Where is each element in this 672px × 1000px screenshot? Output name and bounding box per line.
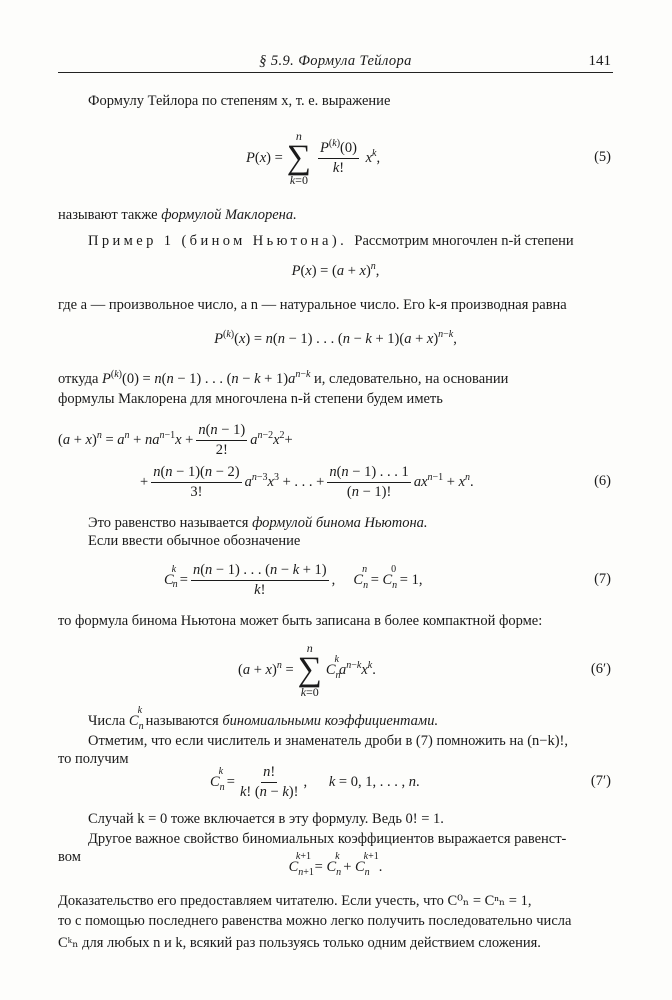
equation-number: (6) <box>594 473 611 489</box>
paragraph: Cᵏₙ для любых n и k, всякий раз пользуясь только одним действием сложения. <box>58 935 541 951</box>
paragraph: вом <box>58 849 81 865</box>
equation-number: (6′) <box>590 661 611 677</box>
equation-6-line1: $(a + x)^n = a^n + na^{n-1}x$ + $\frac{n(n - 1)}{2!}$ $a^{n-2}x^2+$ <box>58 421 293 458</box>
equation-number: (5) <box>594 149 611 165</box>
equation-derivative: $P^{(k)}(x) = n(n - 1)$ . . . $(n - k + 1)(a + x)^{n-k}$, <box>214 329 457 347</box>
equation-5: P(x) = n ∑ k=0 $\frac{P^{(k)}(0)}{k!}$ $x^k$, (5) <box>246 128 611 188</box>
paragraph: то формула бинома Ньютона может быть записана в более компактной форме: <box>58 613 543 629</box>
equation-polynomial: $P(x) = (a + x)^n$, <box>291 261 380 279</box>
paragraph: где a — произвольное число, а n — натуральное число. Его k-я производная равна <box>58 297 567 313</box>
running-header <box>58 50 613 73</box>
paragraph: Формулу Тейлора по степеням x, т. е. выражение <box>88 93 391 109</box>
paragraph: Это равенство называется формулой бинома Ньютона. <box>88 515 428 531</box>
paragraph: то с помощью последнего равенства можно легко получить последовательно числа <box>58 913 572 929</box>
paragraph: Доказательство его предоставляем читателю. Если учесть, что C⁰ₙ = Cⁿₙ = 1, <box>58 893 532 909</box>
example-label: Пример 1 (бином Ньютона). <box>88 233 348 249</box>
paragraph: Если ввести обычное обозначение <box>88 533 301 549</box>
paragraph: Числа $C_n^k$ называются биномиальными коэффициентами. <box>88 705 439 732</box>
equation-pascal: $C_{n+1}^{k+1} = C_n^k + C_n^{k+1}$. <box>288 851 383 878</box>
paragraph: формулы Маклорена для многочлена n-й степени будем иметь <box>58 391 443 407</box>
equation-7-prime: $C_n^k$ = $\frac{n!}{k! (n - k)!}$ , k = 0, 1, . . . , n. (7′) <box>210 763 611 800</box>
paragraph: Другое важное свойство биномиальных коэффициентов выражается равенст- <box>88 831 567 847</box>
paragraph: то получим <box>58 751 129 767</box>
equation-number: (7) <box>594 571 611 587</box>
equation-7: $C_n^k$ = $\frac{n(n - 1) . . . (n - k + 1)}{k!}$ , $C_n^n = C_n^0 = 1$, (7) <box>164 561 611 598</box>
paragraph: Случай k = 0 тоже включается в эту формулу. Ведь 0! = 1. <box>88 811 444 827</box>
page-number: 141 <box>588 53 611 69</box>
paragraph: называют также формулой Маклорена. <box>58 207 297 223</box>
section-title: § 5.9. Формула Тейлора <box>259 53 412 69</box>
paragraph: Отметим, что если числитель и знаменатель дроби в (7) помножить на (n−k)!, <box>88 733 568 749</box>
equation-6-line2: + $\frac{n(n - 1)(n - 2)}{3!}$ $a^{n-3}x^3$ + . . . + $\frac{n(n - 1) . . . 1}{(n - 1)!}$ $ax^{n-1} + x^n$. (6) <box>140 463 611 500</box>
equation-number: (7′) <box>590 773 611 789</box>
example-heading: Пример 1 (бином Ньютона). Рассмотрим многочлен n-й степени <box>88 233 574 249</box>
equation-6-prime: $(a + x)^n$ = n ∑ k=0 $C_n^ka^{n-k}x^k$. (6′) <box>238 640 611 700</box>
paragraph: откуда $P^{(k)}(0) = n(n - 1)$ . . . $(n - k + 1)a^{n-k}$ и, следовательно, на основании <box>58 369 509 387</box>
